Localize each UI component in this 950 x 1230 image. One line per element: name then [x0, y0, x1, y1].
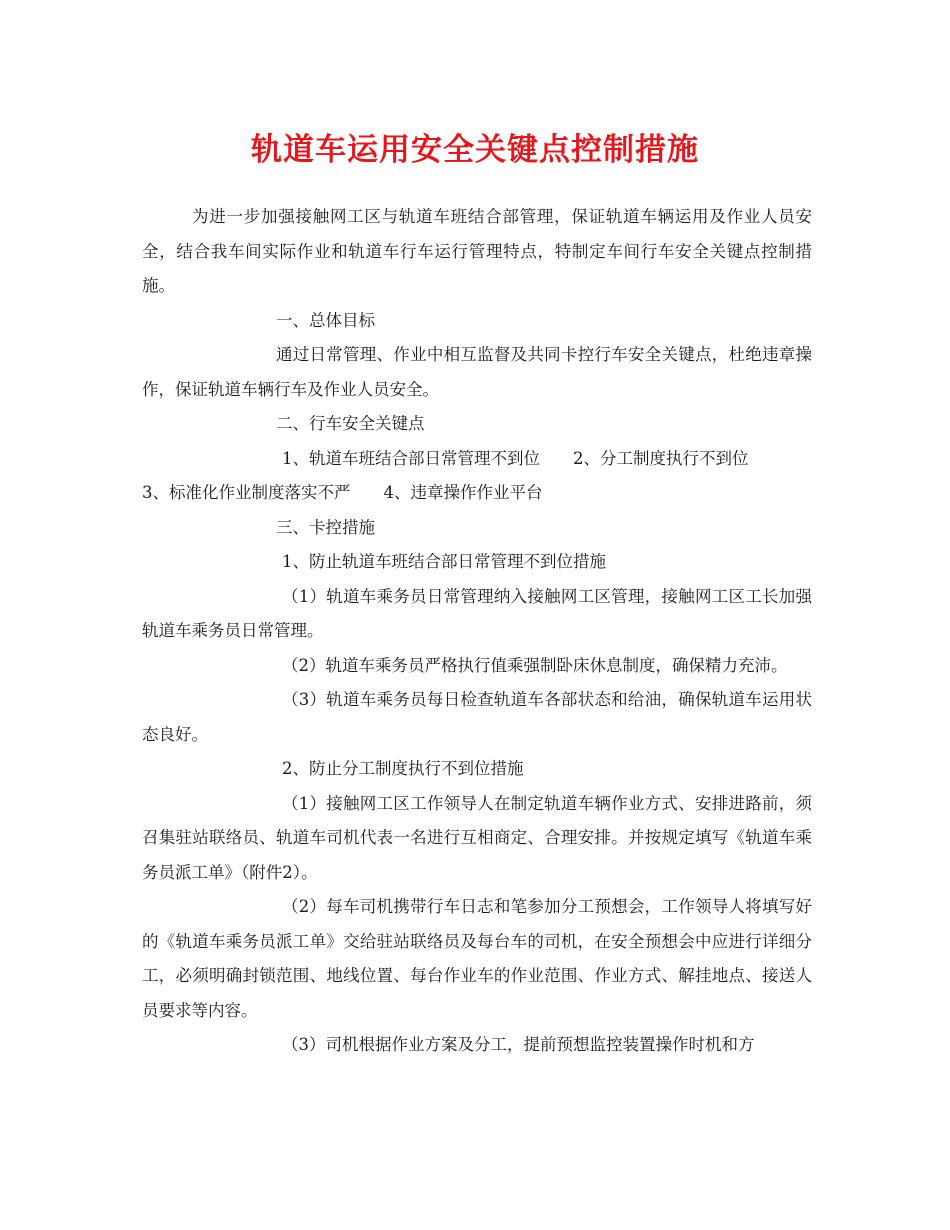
- sub2-item-3: （3）司机根据作业方案及分工，提前预想监控装置操作时机和方: [282, 1035, 755, 1054]
- sub2-heading: 2、防止分工制度执行不到位措施: [282, 759, 524, 778]
- sub2-item-2: （2）每车司机携带行车日志和笔参加分工预想会，工作领导人将填写好的《轨道车乘务员派工单》交给驻站联络员及每台车的司机，在安全预想会中应进行详细分工，必须明确封锁范围、地线位置、每台作业车的作业范围、作业方式、解挂地点、接送人员要求等内容。: [142, 897, 812, 1020]
- sub2-item-1: （1）接触网工区工作领导人在制定轨道车辆作业方式、安排进路前，须召集驻站联络员、轨道车司机代表一名进行互相商定、合理安排。并按规定填写《轨道车乘务员派工单》（附件2）。: [142, 793, 812, 882]
- sub1-item-1: （1）轨道车乘务员日常管理纳入接触网工区管理，接触网工区工长加强轨道车乘务员日常管理。: [142, 586, 812, 640]
- section1-heading: 一、总体目标: [276, 310, 375, 330]
- section2-line-2: 3、标准化作业制度落实不严 4、违章操作作业平台: [142, 483, 543, 502]
- document-title: 轨道车运用安全关键点控制措施: [251, 132, 699, 168]
- section2-heading: 二、行车安全关键点: [276, 414, 425, 433]
- sub1-heading: 1、防止轨道车班结合部日常管理不到位措施: [282, 552, 606, 571]
- section2-line-1: 1、轨道车班结合部日常管理不到位 2、分工制度执行不到位: [282, 448, 749, 468]
- intro-paragraph: 为进一步加强接触网工区与轨道车班结合部管理，保证轨道车辆运用及作业人员安全，结合我车间实际作业和轨道车行车运行管理特点，特制定车间行车安全关键点控制措施。: [142, 207, 812, 295]
- sub1-item-2: （2）轨道车乘务员严格执行值乘强制卧床休息制度，确保精力充沛。: [282, 655, 788, 675]
- document-body: [142, 200, 812, 1063]
- section3-heading: 三、卡控措施: [276, 517, 375, 537]
- section1-paragraph: 通过日常管理、作业中相互监督及共同卡控行车安全关键点，杜绝违章操作，保证轨道车辆行车及作业人员安全。: [142, 345, 812, 399]
- sub1-item-3: （3）轨道车乘务员每日检查轨道车各部状态和给油，确保轨道车运用状态良好。: [142, 690, 812, 744]
